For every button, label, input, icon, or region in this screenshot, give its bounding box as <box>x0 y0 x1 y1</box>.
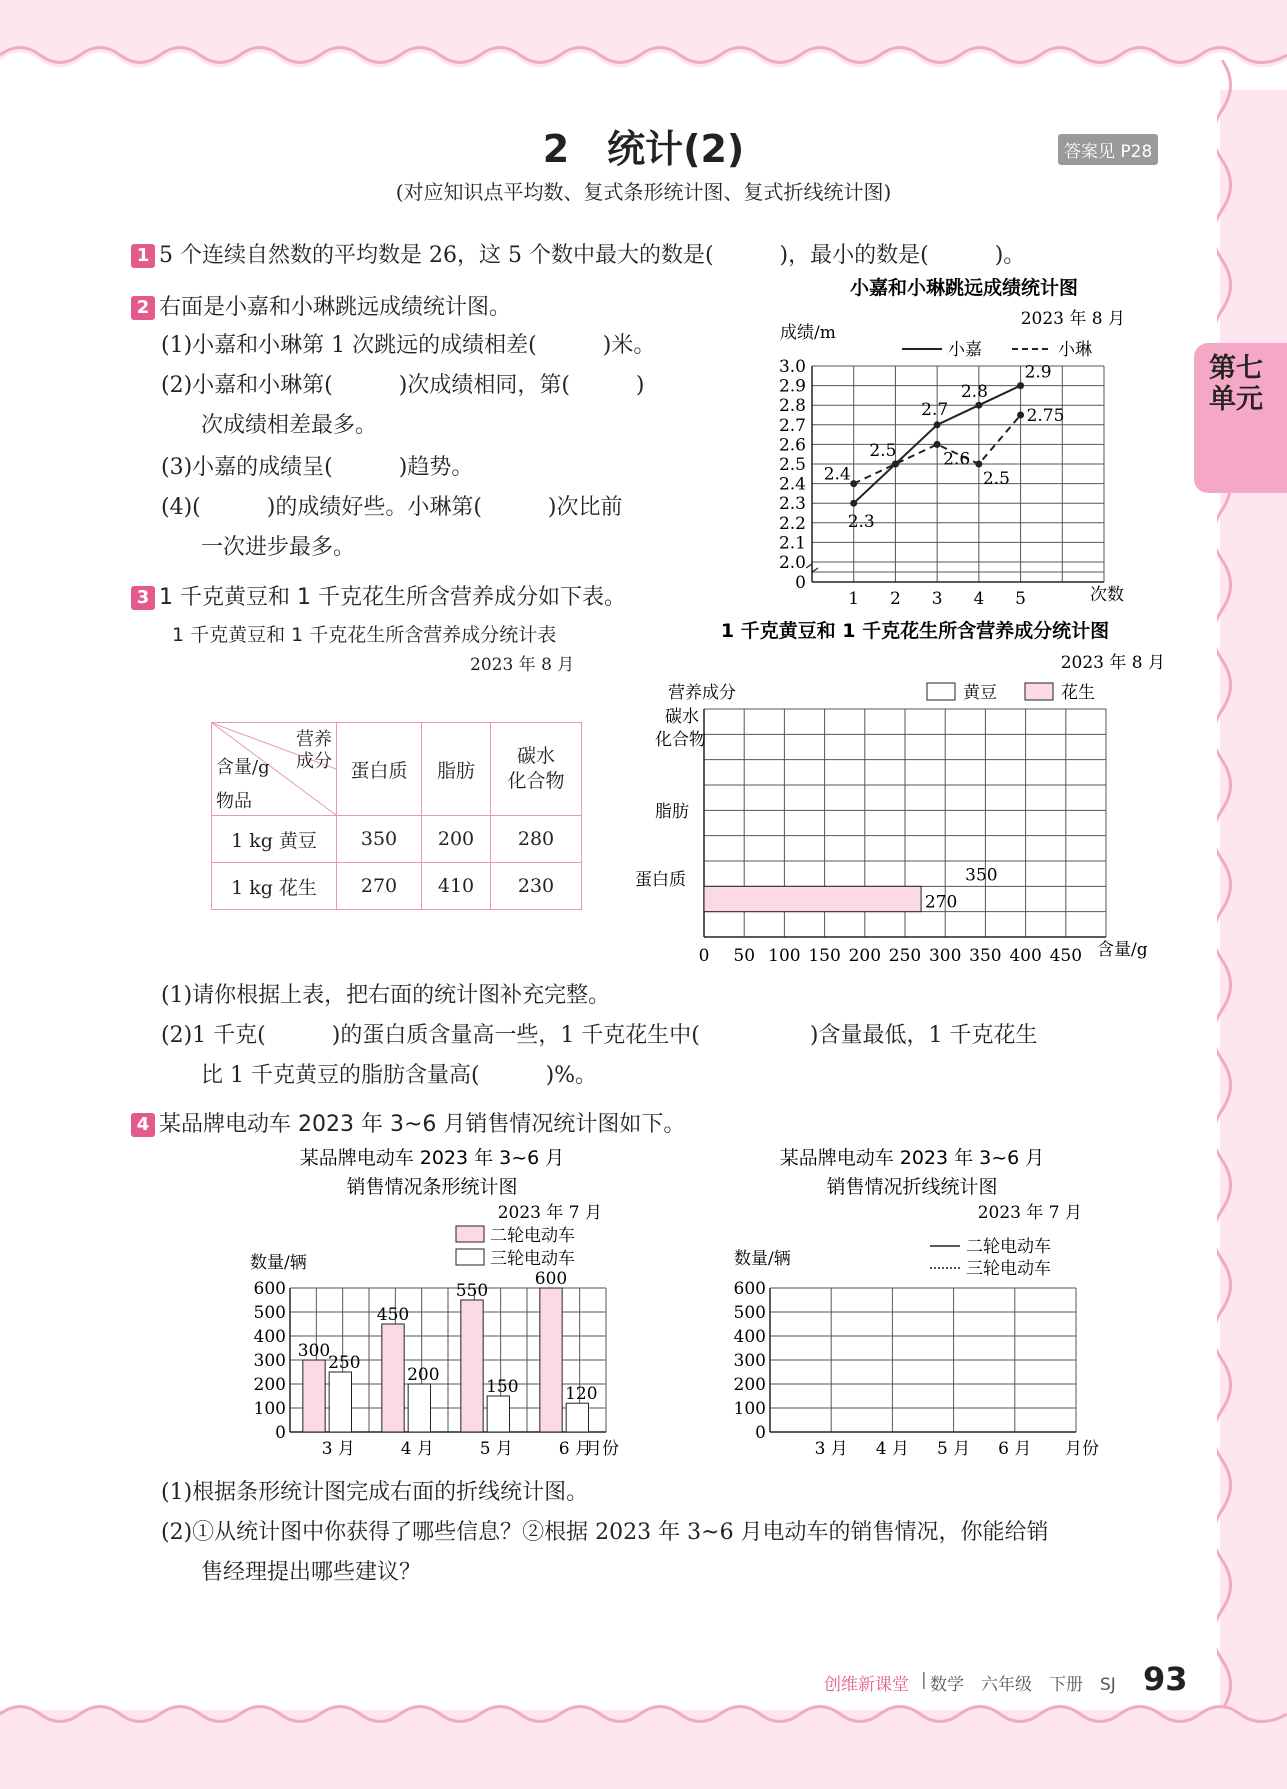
x-tick-label: 4 <box>973 589 985 609</box>
table-row <box>212 863 582 910</box>
y-axis-label: 数量/辆 <box>250 1253 307 1273</box>
y-tick-label: 400 <box>253 1327 286 1347</box>
data-label: 2.8 <box>960 382 988 403</box>
y-tick-label: 300 <box>733 1351 766 1371</box>
legend-swatch-soybean <box>927 683 955 700</box>
x-tick-label: 0 <box>698 946 710 965</box>
question-number-badge: 3 <box>131 586 155 610</box>
chart-title: 某品牌电动车 2023 年 3~6 月 <box>299 1147 565 1169</box>
chart-title: 1 千克黄豆和 1 千克花生所含营养成分统计图 <box>720 620 1110 642</box>
page-title: 2 统计(2) <box>542 127 745 171</box>
data-label: 350 <box>965 865 998 886</box>
x-tick-label: 4 月 <box>400 1439 434 1459</box>
table-cell: 410 <box>422 863 491 910</box>
answer-reference-badge: 答案见 P28 <box>1058 134 1158 165</box>
bar-peanut-protein <box>704 886 921 911</box>
bar-three-wheel <box>566 1403 588 1432</box>
x-tick-label: 450 <box>1049 946 1083 965</box>
x-tick-label: 2 <box>890 589 901 609</box>
y-tick-label: 2.4 <box>778 474 806 495</box>
q2-item-2: (2)小嘉和小琳第( )次成绩相同，第( ) <box>161 373 645 398</box>
table-cell: 200 <box>422 816 491 863</box>
y-tick-label: 200 <box>733 1375 766 1395</box>
table-cell: 230 <box>491 863 582 910</box>
legend-label-two-wheel: 二轮电动车 <box>490 1226 575 1246</box>
data-label: 2.5 <box>982 469 1010 489</box>
legend-solid-label: 小嘉 <box>948 340 982 360</box>
chart-date: 2023 年 7 月 <box>497 1203 602 1223</box>
footer-brand: 创维新课堂 <box>824 1675 909 1695</box>
x-tick-label: 4 月 <box>875 1439 910 1459</box>
x-tick-label: 5 <box>1015 589 1026 609</box>
chart-title-line-2: 销售情况条形统计图 <box>346 1176 518 1198</box>
legend-label-peanut: 花生 <box>1061 683 1095 703</box>
chart-title: 某品牌电动车 2023 年 3~6 月 <box>779 1147 1045 1169</box>
chart-date: 2023 年 8 月 <box>1060 653 1165 673</box>
data-label: 2.3 <box>847 512 875 533</box>
y-tick-label: 3.0 <box>778 357 806 377</box>
data-label: 550 <box>455 1281 489 1301</box>
y-axis-label: 营养成分 <box>668 683 736 703</box>
q4-item-2: (2)①从统计图中你获得了哪些信息？②根据 2023 年 3~6 月电动车的销售情况，你能给销 <box>161 1520 1049 1545</box>
y-tick-label: 300 <box>253 1351 286 1371</box>
y-tick-label: 400 <box>733 1327 766 1347</box>
x-tick-label: 6 月 <box>998 1439 1032 1459</box>
data-label: 200 <box>407 1365 440 1385</box>
x-tick-label: 400 <box>1009 946 1042 965</box>
y-axis-label: 成绩/m <box>780 323 836 343</box>
question-4-intro: 某品牌电动车 2023 年 3~6 月销售情况统计图如下。 <box>159 1112 686 1137</box>
x-tick-label: 350 <box>969 946 1002 965</box>
q3-item-2: (2)1 千克( )的蛋白质含量高一些，1 千克花生中( )含量最低，1 千克花生 <box>161 1023 1038 1048</box>
q2-item-4-cont: 一次进步最多。 <box>201 535 356 560</box>
y-tick-label: 500 <box>733 1303 766 1323</box>
x-tick-label: 150 <box>808 946 841 965</box>
data-point <box>850 480 857 487</box>
x-axis-label: 月份 <box>1065 1439 1099 1459</box>
bar-three-wheel <box>408 1384 430 1432</box>
question-4-heading <box>131 1107 685 1138</box>
legend-label-three-wheel: 三轮电动车 <box>490 1249 575 1269</box>
q4-item-2-cont: 售经理提出哪些建议？ <box>201 1560 422 1585</box>
category-label: 脂肪 <box>655 802 689 822</box>
bar-two-wheel <box>303 1360 325 1432</box>
x-tick-label: 50 <box>733 946 756 965</box>
x-tick-label: 300 <box>928 946 962 965</box>
y-tick-label: 2.2 <box>778 513 806 534</box>
long-jump-line-chart <box>760 270 1160 610</box>
category-label: 化合物 <box>655 730 706 750</box>
axis-break-mark <box>806 564 818 572</box>
q2-item-2-cont: 次成绩相差最多。 <box>201 413 378 438</box>
data-label: 300 <box>297 1341 331 1361</box>
corner-label-bottom: 物品 <box>216 791 252 812</box>
table-cell: 350 <box>337 816 422 863</box>
data-point <box>850 500 857 507</box>
data-label: 2.7 <box>921 399 949 420</box>
data-label: 2.75 <box>1026 406 1065 426</box>
y-tick-label: 0 <box>795 573 806 593</box>
data-point <box>975 461 982 468</box>
question-number-badge: 4 <box>131 1113 155 1137</box>
x-axis-label: 次数 <box>1090 585 1124 605</box>
table-row <box>212 816 582 863</box>
chart-date: 2023 年 8 月 <box>1020 309 1125 329</box>
chart-title: 小嘉和小琳跳远成绩统计图 <box>849 277 1079 299</box>
legend-solid-label: 二轮电动车 <box>966 1237 1051 1257</box>
footer-book-info: 数学 六年级 下册 SJ <box>930 1675 1116 1695</box>
y-tick-label: 2.5 <box>778 455 806 475</box>
data-label: 120 <box>565 1384 598 1405</box>
y-tick-label: 2.9 <box>778 376 806 397</box>
table-header: 脂肪 <box>422 723 491 816</box>
chart-date: 2023 年 7 月 <box>977 1203 1082 1223</box>
y-tick-label: 2.1 <box>778 533 806 554</box>
legend-swatch-three-wheel <box>456 1249 484 1265</box>
page-subtitle: (对应知识点平均数、复式条形统计图、复式折线统计图) <box>395 180 892 204</box>
table-cell: 280 <box>491 816 582 863</box>
y-tick-label: 600 <box>733 1279 766 1299</box>
data-point <box>892 461 899 468</box>
data-point <box>934 421 941 428</box>
x-tick-label: 100 <box>768 946 801 965</box>
legend-dashed-label: 小琳 <box>1058 340 1092 360</box>
q2-item-4: (4)( )的成绩好些。小琳第( )次比前 <box>161 495 623 520</box>
y-tick-label: 0 <box>275 1423 286 1443</box>
q2-item-3: (3)小嘉的成绩呈( )趋势。 <box>161 455 474 480</box>
y-tick-label: 200 <box>253 1375 286 1395</box>
x-tick-label: 5 月 <box>936 1439 971 1459</box>
q3-item-2-cont: 比 1 千克黄豆的脂肪含量高( )%。 <box>201 1063 598 1088</box>
x-tick-label: 3 月 <box>814 1439 848 1459</box>
y-tick-label: 0 <box>755 1423 766 1443</box>
question-number-badge: 1 <box>131 244 155 268</box>
q3-item-1: (1)请你根据上表，把右面的统计图补充完整。 <box>161 983 611 1008</box>
page-number: 93 <box>1143 1660 1188 1698</box>
y-tick-label: 2.0 <box>778 553 806 573</box>
data-point <box>975 402 982 409</box>
bar-two-wheel <box>540 1288 562 1432</box>
table-cell: 270 <box>337 863 422 910</box>
bar-two-wheel <box>461 1300 483 1432</box>
chart-title-line-2: 销售情况折线统计图 <box>826 1176 998 1198</box>
ev-sales-bar-chart <box>240 1140 650 1470</box>
table-corner-cell <box>212 723 337 816</box>
y-tick-label: 500 <box>253 1303 286 1323</box>
data-point <box>934 441 941 448</box>
category-label: 蛋白质 <box>635 870 686 890</box>
y-tick-label: 2.3 <box>778 494 806 515</box>
bar-two-wheel <box>382 1324 404 1432</box>
category-label: 碳水 <box>665 707 699 727</box>
data-label: 2.4 <box>823 464 851 485</box>
table-date: 2023 年 8 月 <box>470 655 575 675</box>
y-tick-label: 600 <box>253 1279 286 1299</box>
y-tick-label: 100 <box>733 1399 766 1419</box>
data-label: 2.9 <box>1024 362 1052 383</box>
y-tick-label: 2.6 <box>778 435 806 456</box>
ev-sales-line-chart <box>720 1140 1130 1470</box>
legend-label-soybean: 黄豆 <box>963 683 997 703</box>
data-label: 250 <box>328 1353 361 1373</box>
question-number-badge: 2 <box>131 296 155 320</box>
q2-item-1: (1)小嘉和小琳第 1 次跳远的成绩相差( )米。 <box>161 333 656 358</box>
data-point <box>1017 382 1024 389</box>
x-tick-label: 3 <box>931 589 943 609</box>
x-axis-label: 含量/g <box>1097 940 1148 960</box>
y-tick-label: 100 <box>253 1399 286 1419</box>
data-label: 2.6 <box>943 449 971 470</box>
corner-label-top: 营养 <box>296 729 332 750</box>
corner-label-mid: 含量/g <box>216 757 270 778</box>
x-axis-label: 月份 <box>585 1439 619 1459</box>
question-1 <box>131 238 1025 269</box>
data-label: 600 <box>534 1269 568 1289</box>
table-cell: 1 kg 花生 <box>212 863 337 910</box>
legend-swatch-two-wheel <box>456 1226 484 1242</box>
question-3-intro: 1 千克黄豆和 1 千克花生所含营养成分如下表。 <box>159 585 626 610</box>
x-tick-label: 6 月 <box>558 1439 592 1459</box>
data-label: 150 <box>486 1377 519 1397</box>
x-tick-label: 1 <box>848 589 860 609</box>
y-axis-label: 数量/辆 <box>734 1249 791 1269</box>
data-label: 450 <box>376 1305 410 1325</box>
y-tick-label: 2.7 <box>778 415 806 436</box>
bar-three-wheel <box>487 1396 509 1432</box>
x-tick-label: 200 <box>848 946 882 965</box>
unit-side-tab-label: 第七单元 <box>1209 353 1263 415</box>
nutrition-table <box>211 722 582 910</box>
data-label: 270 <box>924 892 958 913</box>
table-cell: 1 kg 黄豆 <box>212 816 337 863</box>
footer-divider: | <box>921 1670 927 1690</box>
question-2-heading <box>131 290 511 321</box>
legend-swatch-peanut <box>1025 683 1053 700</box>
question-3-heading <box>131 580 626 611</box>
bar-three-wheel <box>329 1372 351 1432</box>
unit-side-tab <box>1194 343 1287 493</box>
nutrition-bar-chart <box>630 615 1170 965</box>
legend-dashed-label: 三轮电动车 <box>966 1259 1051 1279</box>
q4-item-1: (1)根据条形统计图完成右面的折线统计图。 <box>161 1480 589 1505</box>
table-header: 碳水 化合物 <box>491 723 582 816</box>
y-tick-label: 2.8 <box>778 396 806 417</box>
data-point <box>1017 412 1024 419</box>
table-header: 蛋白质 <box>337 723 422 816</box>
corner-label-top2: 成分 <box>296 751 332 772</box>
table-title: 1 千克黄豆和 1 千克花生所含营养成分统计表 <box>172 624 557 646</box>
question-1-text: 5 个连续自然数的平均数是 26，这 5 个数中最大的数是( )，最小的数是( )。 <box>159 243 1026 268</box>
x-tick-label: 3 月 <box>321 1439 355 1459</box>
x-tick-label: 5 月 <box>479 1439 513 1459</box>
data-label: 2.5 <box>869 441 897 461</box>
x-tick-label: 250 <box>888 946 922 965</box>
question-2-intro: 右面是小嘉和小琳跳远成绩统计图。 <box>159 295 512 320</box>
